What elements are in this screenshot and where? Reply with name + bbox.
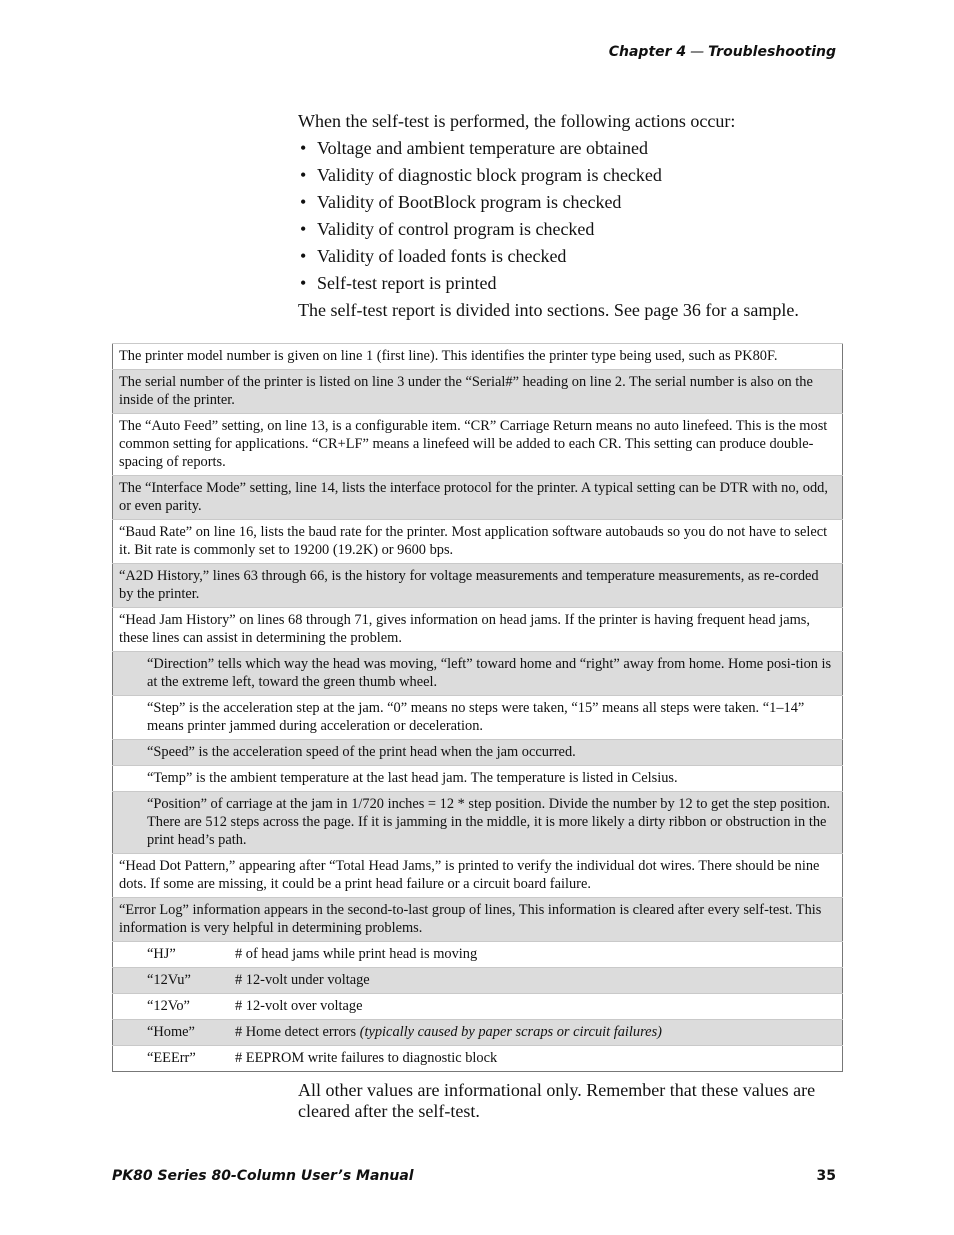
row-text: “Error Log” information appears in the second-to-last group of lines, This information is cleared after every self-test. This information is very helpful in determining problems. (113, 898, 843, 942)
error-code-row (113, 994, 843, 1020)
action-item: • Validity of control program is checked (298, 216, 858, 243)
action-item: • Self-test report is printed (298, 270, 858, 297)
table-row (113, 344, 843, 370)
error-code-desc (235, 994, 843, 1020)
intro-section (298, 108, 858, 324)
error-code-row (113, 968, 843, 994)
error-code-row (113, 1046, 843, 1072)
self-test-report-table (112, 343, 843, 1072)
error-code-desc (235, 1020, 843, 1046)
chapter-label: Chapter 4 (608, 44, 687, 60)
action-item: • Validity of diagnostic block program is checked (298, 162, 858, 189)
desc-text: # EEPROM write failures to diagnostic block (235, 1050, 498, 1066)
error-code: “12Vo” (113, 994, 236, 1020)
table-subrow (113, 696, 843, 740)
manual-title: PK80 Series 80-Column User’s Manual (112, 1168, 414, 1184)
subrow-text: “Temp” is the ambient temperature at the last head jam. The temperature is listed in Celsius. (113, 766, 843, 792)
row-text: “Head Dot Pattern,” appearing after “Total Head Jams,” is printed to verify the individual dot wires. There should be nine dots. If some are missing, it could be a print head failure or a circuit board failure. (113, 854, 843, 898)
error-code: “12Vu” (113, 968, 236, 994)
desc-text: # 12-volt under voltage (235, 972, 370, 988)
subrow-text: “Speed” is the acceleration speed of the print head when the jam occurred. (113, 740, 843, 766)
running-header (609, 44, 836, 60)
table-subrow (113, 652, 843, 696)
error-code-desc (235, 942, 843, 968)
intro-lead: When the self-test is performed, the following actions occur: (298, 111, 736, 131)
desc-text: # of head jams while print head is moving (235, 946, 478, 962)
intro-outro: The self-test report is divided into sections. See page 36 for a sample. (298, 300, 799, 320)
row-text: “Baud Rate” on line 16, lists the baud rate for the printer. Most application software autobauds so you do not have to select it. Bit rate is commonly set to 19200 (19.2K) or 9600 bps. (113, 520, 843, 564)
closing-paragraph: All other values are informational only. Remember that these values are cleared after the self-test. (298, 1080, 816, 1121)
error-code: “Home” (113, 1020, 236, 1046)
header-dash: — (690, 44, 705, 60)
table-row (113, 608, 843, 652)
action-item: • Voltage and ambient temperature are obtained (298, 135, 858, 162)
desc-text: # Home detect errors (235, 1024, 357, 1040)
action-item: • Validity of loaded fonts is checked (298, 243, 858, 270)
error-code: “EEErr” (113, 1046, 236, 1072)
row-text: The printer model number is given on line 1 (first line). This identifies the printer type being used, such as PK80F. (113, 344, 843, 370)
action-list (298, 135, 858, 297)
page-number: 35 (816, 1168, 836, 1184)
row-text: The “Interface Mode” setting, line 14, lists the interface protocol for the printer. A typical setting can be DTR with no, odd, or even parity. (113, 476, 843, 520)
subrow-text: “Position” of carriage at the jam in 1/720 inches = 12 * step position. Divide the number by 12 to get the step position. There are 512 steps across the page. If it is jamming in the middle, it is more likely a dirty ribbon or obstruction in the print head’s path. (113, 792, 843, 854)
error-code: “HJ” (113, 942, 236, 968)
table-row (113, 854, 843, 898)
row-text: The serial number of the printer is listed on line 3 under the “Serial#” heading on line 2. The serial number is also on the inside of the printer. (113, 370, 843, 414)
table-row (113, 520, 843, 564)
desc-text: # 12-volt over voltage (235, 998, 363, 1014)
error-code-desc (235, 968, 843, 994)
table-subrow (113, 792, 843, 854)
row-text: “A2D History,” lines 63 through 66, is the history for voltage measurements and temperature measurements, as re-corded by the printer. (113, 564, 843, 608)
desc-note: (typically caused by paper scraps or circuit failures) (359, 1024, 662, 1040)
error-code-desc (235, 1046, 843, 1072)
action-item: • Validity of BootBlock program is checked (298, 189, 858, 216)
table-subrow (113, 740, 843, 766)
table-row (113, 414, 843, 476)
table-row (113, 370, 843, 414)
table-row (113, 476, 843, 520)
section-label: Troubleshooting (708, 44, 836, 60)
row-text: The “Auto Feed” setting, on line 13, is a configurable item. “CR” Carriage Return means no auto linefeed. This is the most common setting for applications. “CR+LF” means a linefeed will be added to each CR. This setting can produce double-spacing of reports. (113, 414, 843, 476)
table-row (113, 564, 843, 608)
table-subrow (113, 766, 843, 792)
error-code-row (113, 1020, 843, 1046)
row-text: “Head Jam History” on lines 68 through 71, gives information on head jams. If the printer is having frequent head jams, these lines can assist in determining the problem. (113, 608, 843, 652)
error-code-row (113, 942, 843, 968)
subrow-text: “Direction” tells which way the head was moving, “left” toward home and “right” away from home. Home posi-tion is at the extreme left, toward the green thumb wheel. (113, 652, 843, 696)
subrow-text: “Step” is the acceleration step at the jam. “0” means no steps were taken, “15” means all steps were taken. “1–14” means printer jammed during acceleration or deceleration. (113, 696, 843, 740)
table-row (113, 898, 843, 942)
